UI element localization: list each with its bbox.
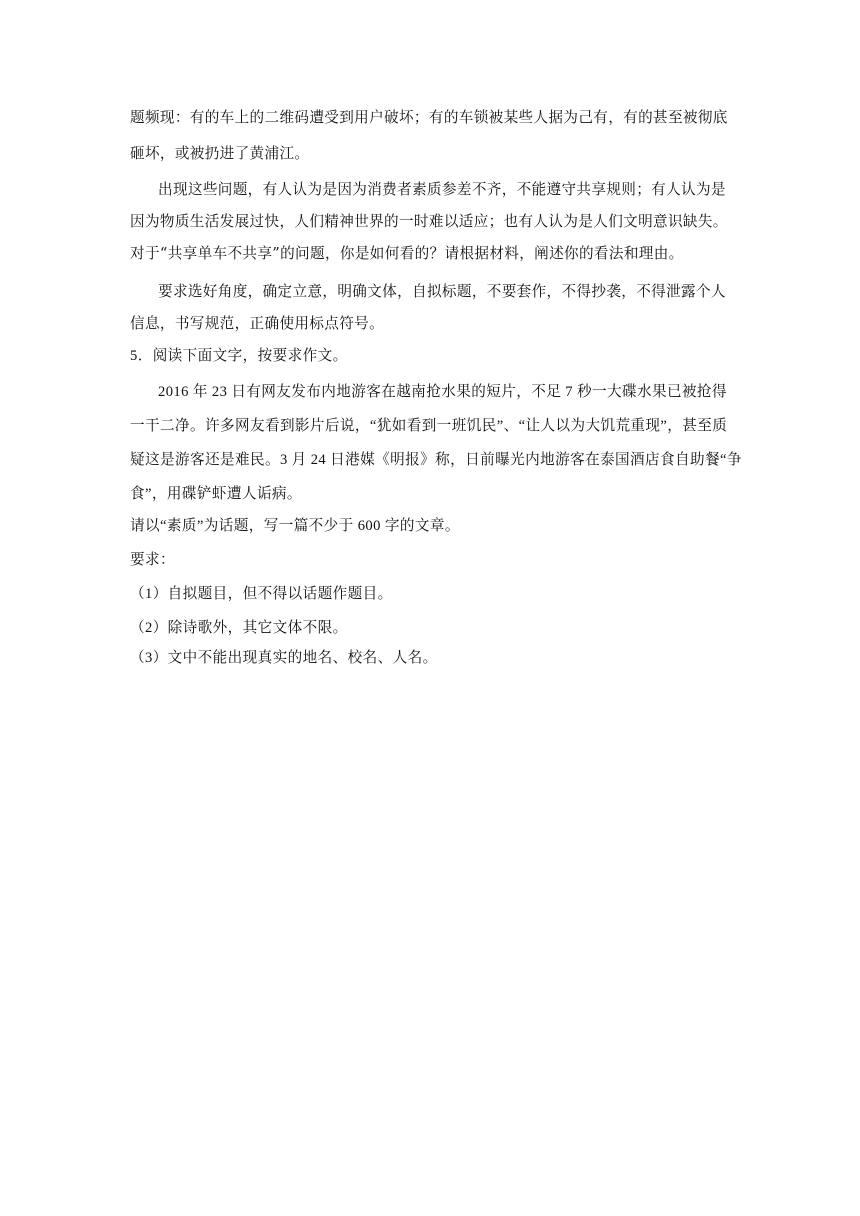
requirements-title: 要求： — [130, 552, 175, 568]
passage-line: 出现这些问题，有人认为是因为消费者素质参差不齐，不能遵守共享规则；有人认为是 — [158, 181, 726, 198]
material-line: 食”，用碟铲虾遭人诟病。 — [130, 486, 302, 502]
passage-line: 砸坏，或被扔进了黄浦江。 — [130, 145, 310, 162]
material-line: 一干二净。许多网友看到影片后说，“犹如看到一班饥民”、“让人以为大饥荒重现”，甚至质 — [130, 418, 728, 434]
material-line: 疑这是游客还是难民。3 月 24 日港媒《明报》称，日前曝光内地游客在泰国酒店食自助餐“争 — [130, 452, 742, 468]
material-line: 2016 年 23 日有网友发布内地游客在越南抢水果的短片，不足 7 秒一大碟水果已被抢得 — [158, 384, 727, 400]
question-heading: 5．阅读下面文字，按要求作文。 — [130, 348, 348, 364]
passage-line: 题频现：有的车上的二维码遭受到用户破坏；有的车锁被某些人据为己有，有的甚至被彻底 — [130, 109, 728, 126]
passage-line: 要求选好角度，确定立意，明确文体，自拟标题，不要套作，不得抄袭，不得泄露个人 — [158, 283, 726, 300]
requirement-item: （2）除诗歌外，其它文体不限。 — [130, 620, 348, 636]
topic-instruction: 请以“素质”为话题，写一篇不少于 600 字的文章。 — [130, 518, 460, 534]
passage-line: 对于“共享单车不共享”的问题，你是如何看的？请根据材料，阐述你的看法和理由。 — [130, 245, 684, 262]
requirement-item: （1）自拟题目，但不得以话题作题目。 — [130, 586, 393, 602]
requirement-item: （3）文中不能出现真实的地名、校名、人名。 — [130, 650, 438, 666]
passage-line: 因为物质生活发展过快，人们精神世界的一时难以适应；也有人认为是人们文明意识缺失。 — [130, 213, 728, 230]
passage-line: 信息，书写规范，正确使用标点符号。 — [130, 315, 385, 332]
